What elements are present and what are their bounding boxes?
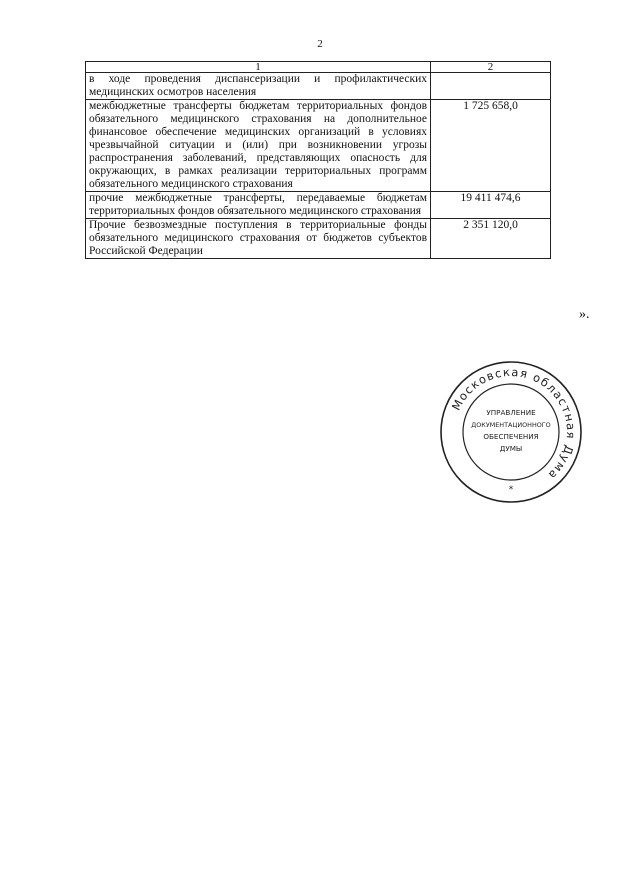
table-row bbox=[86, 192, 551, 219]
seal-line-4: ДУМЫ bbox=[499, 444, 523, 453]
table-row bbox=[86, 100, 551, 192]
seal-ring-text: Московская областная Дума bbox=[448, 364, 579, 483]
page-number: 2 bbox=[317, 38, 323, 50]
row-value: 1 725 658,0 bbox=[431, 100, 551, 192]
table-row bbox=[86, 219, 551, 259]
row-value bbox=[431, 73, 551, 100]
closing-quote-mark: ». bbox=[579, 307, 590, 322]
row-value: 19 411 474,6 bbox=[431, 192, 551, 219]
row-value: 2 351 120,0 bbox=[431, 219, 551, 259]
seal-line-3: ОБЕСПЕЧЕНИЯ bbox=[483, 432, 539, 441]
seal-star: * bbox=[508, 485, 514, 495]
column-header-1: 1 bbox=[86, 62, 431, 73]
row-description: прочие межбюджетные трансферты, передаваемые бюджетам территориальных фондов обязательного медицинского страхования bbox=[86, 192, 431, 219]
official-seal-stamp bbox=[439, 360, 583, 504]
seal-line-1: УПРАВЛЕНИЕ bbox=[486, 408, 536, 417]
table-header-row bbox=[86, 62, 551, 73]
row-description: межбюджетные трансферты бюджетам территориальных фондов обязательного медицинского страхования на дополнительное финансовое обеспечение медицинских организаций в условиях чрезвычайной ситуации и (или) при возникновении угрозы распространения заболеваний, представляющих опасность для окружающих, в рамках реализации территориальных программ обязательного медицинского страхования bbox=[86, 100, 431, 192]
column-header-2: 2 bbox=[431, 62, 551, 73]
row-description: Прочие безвозмездные поступления в территориальные фонды обязательного медицинского страхования от бюджетов субъектов Российской Федерации bbox=[86, 219, 431, 259]
data-table bbox=[85, 61, 551, 259]
table-row bbox=[86, 73, 551, 100]
row-description: в ходе проведения диспансеризации и профилактических медицинских осмотров населения bbox=[86, 73, 431, 100]
seal-line-2: ДОКУМЕНТАЦИОННОГО bbox=[471, 421, 551, 429]
